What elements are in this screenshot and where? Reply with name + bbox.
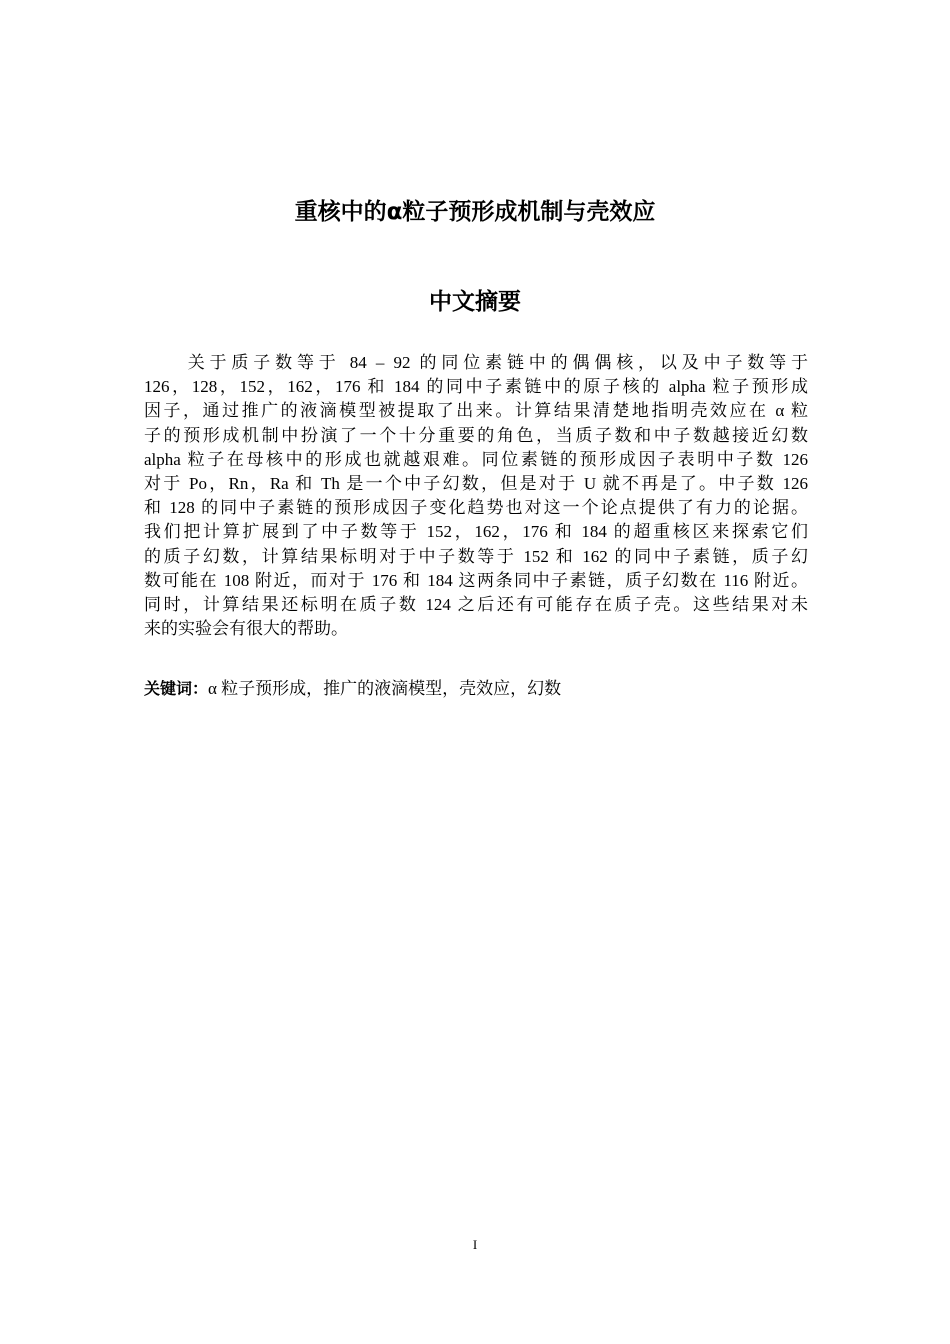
- abstract-line: 对于 Po，Rn，Ra 和 Th 是一个中子幻数，但是对于 U 就不再是了。中子数 126: [144, 474, 808, 494]
- abstract-line: 和 128 的同中子素链的预形成因子变化趋势也对这一个论点提供了有力的论据。: [144, 498, 808, 518]
- abstract-line: 126，128，152，162，176 和 184 的同中子素链中的原子核的 alpha 粒子预形成: [144, 377, 808, 397]
- abstract-line: 关于质子数等于 84 – 92 的同位素链中的偶偶核，以及中子数等于: [144, 353, 808, 372]
- abstract-line: 来的实验会有很大的帮助。: [144, 619, 348, 639]
- abstract-line: 因子，通过推广的液滴模型被提取了出来。计算结果清楚地指明壳效应在 α 粒: [144, 401, 808, 421]
- document-title: 重核中的α粒子预形成机制与壳效应: [294, 199, 656, 225]
- abstract-body: [144, 351, 808, 641]
- abstract-line: 的质子幻数，计算结果标明对于中子数等于 152 和 162 的同中子素链，质子幻: [144, 546, 808, 566]
- keywords-text: α 粒子预形成，推广的液滴模型，壳效应，幻数: [208, 679, 562, 698]
- keywords-line: [144, 677, 808, 701]
- abstract-line: 我们把计算扩展到了中子数等于 152，162，176 和 184 的超重核区来探索它们: [144, 522, 808, 542]
- abstract-heading: 中文摘要: [429, 289, 521, 315]
- keywords-label: 关键词：: [144, 679, 209, 698]
- abstract-line: 同时，计算结果还标明在质子数 124 之后还有可能存在质子壳。这些结果对未: [144, 595, 808, 615]
- abstract-line: 数可能在 108 附近，而对于 176 和 184 这两条同中子素链，质子幻数在 116 附近。: [144, 570, 808, 590]
- abstract-line: 子的预形成机制中扮演了一个十分重要的角色，当质子数和中子数越接近幻数: [144, 425, 808, 445]
- abstract-line: alpha 粒子在母核中的形成也就越艰难。同位素链的预形成因子表明中子数 126: [144, 449, 808, 469]
- page-number: I: [472, 1237, 478, 1252]
